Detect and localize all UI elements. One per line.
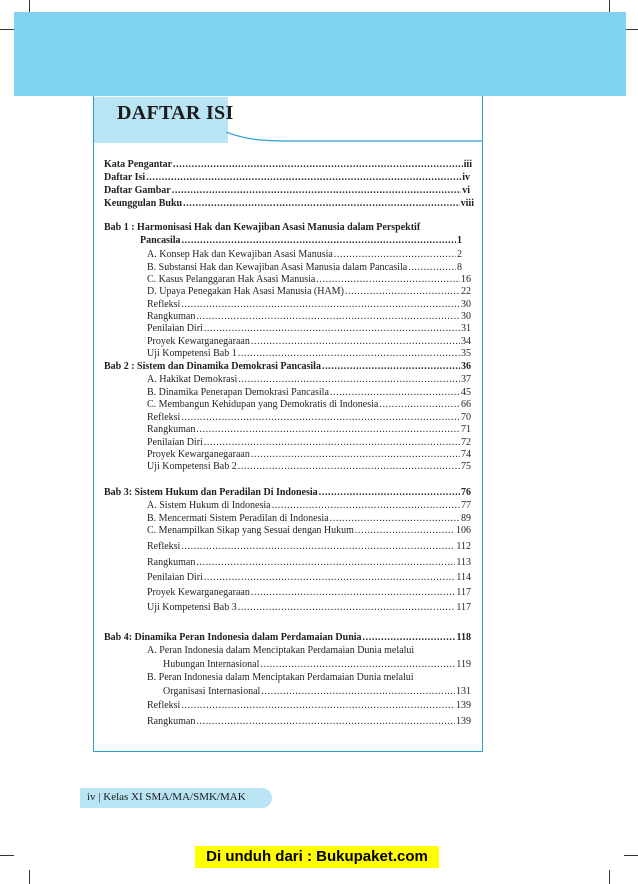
- toc-subentry[interactable]: Uji Kompetensi Bab 1 ..... 35: [147, 348, 471, 360]
- toc-subentry[interactable]: Penilaian Diri ..... 114: [147, 572, 471, 584]
- page-footer: iv | Kelas XI SMA/MA/SMK/MAK: [87, 791, 246, 803]
- toc-subentry[interactable]: B. Substansi Hak dan Kewajiban Asasi Manusia dalam Pancasila ..... 8: [147, 262, 462, 274]
- toc-subentry[interactable]: Rangkuman ..... 30: [147, 311, 471, 323]
- chapter-heading-entry[interactable]: Bab 4: Dinamika Peran Indonesia dalam Perdamaian Dunia ..... 118: [104, 632, 471, 644]
- chapter-heading: Bab 1 : Harmonisasi Hak dan Kewajiban Asasi Manusia dalam Perspektif: [104, 222, 421, 233]
- crop-mark: [624, 855, 638, 856]
- toc-subentry[interactable]: Rangkuman ..... 139: [147, 716, 471, 728]
- toc-subentry[interactable]: Penilaian Diri ..... 31: [147, 323, 471, 335]
- toc-subentry[interactable]: Refleksi ..... 30: [147, 299, 471, 311]
- toc-subentry[interactable]: Hubungan Internasional ..... 119: [163, 659, 471, 671]
- toc-subentry[interactable]: A. Konsep Hak dan Kewajiban Asasi Manusia ..... 2: [147, 249, 462, 261]
- toc-subentry[interactable]: C. Menampilkan Sikap yang Sesuai dengan Hukum ..... 106: [147, 525, 471, 537]
- toc-subentry[interactable]: Uji Kompetensi Bab 2 ..... 75: [147, 461, 471, 473]
- toc-subentry[interactable]: B. Mencermati Sistem Peradilan di Indonesia ..... 89: [147, 513, 471, 525]
- toc-entry[interactable]: Daftar Isi ..... iv: [104, 172, 470, 184]
- toc-subentry-line1: A. Peran Indonesia dalam Menciptakan Perdamaian Dunia melalui: [147, 645, 415, 656]
- chapter-heading-entry[interactable]: Bab 2 : Sistem dan Dinamika Demokrasi Pancasila ..... 36: [104, 361, 471, 373]
- toc-subentry[interactable]: Organisasi Internasional ..... 131: [163, 686, 471, 698]
- crop-mark: [0, 855, 14, 856]
- crop-mark: [0, 29, 14, 30]
- page-title: DAFTAR ISI: [117, 102, 234, 124]
- toc-subentry[interactable]: Refleksi ..... 70: [147, 412, 471, 424]
- toc-subentry-line1: B. Peran Indonesia dalam Menciptakan Perdamaian Dunia melalui: [147, 672, 414, 683]
- toc-entry[interactable]: Daftar Gambar ..... vi: [104, 185, 470, 197]
- toc-subentry[interactable]: Refleksi ..... 139: [147, 700, 471, 712]
- crop-mark: [609, 870, 610, 884]
- toc-subentry[interactable]: D. Upaya Penegakan Hak Asasi Manusia (HAM) ..... 22: [147, 286, 471, 298]
- toc-subentry[interactable]: Proyek Kewarganegaraan ..... 117: [147, 587, 471, 599]
- toc-subentry[interactable]: Rangkuman ..... 113: [147, 557, 471, 569]
- toc-entry[interactable]: Keunggulan Buku ..... viii: [104, 198, 474, 210]
- crop-mark: [29, 870, 30, 884]
- toc-subentry[interactable]: Uji Kompetensi Bab 3 ..... 117: [147, 602, 471, 614]
- toc-subentry[interactable]: Proyek Kewarganegaraan ..... 34: [147, 336, 471, 348]
- toc-subentry[interactable]: Rangkuman ..... 71: [147, 424, 471, 436]
- header-band: [14, 12, 626, 96]
- toc-subentry[interactable]: Refleksi ..... 112: [147, 541, 471, 553]
- toc-entry[interactable]: Kata Pengantar ..... iii: [104, 159, 472, 171]
- title-underline: [226, 132, 482, 142]
- toc-subentry[interactable]: A. Sistem Hukum di Indonesia ..... 77: [147, 500, 471, 512]
- chapter-heading-entry[interactable]: Bab 3: Sistem Hukum dan Peradilan Di Indonesia ..... 76: [104, 487, 471, 499]
- crop-mark: [624, 29, 638, 30]
- toc-subentry[interactable]: Proyek Kewarganegaraan ..... 74: [147, 449, 471, 461]
- toc-subentry[interactable]: C. Kasus Pelanggaran Hak Asasi Manusia ..... 16: [147, 274, 471, 286]
- toc-subentry[interactable]: B. Dinamika Penerapan Demokrasi Pancasila ..... 45: [147, 387, 471, 399]
- toc-subentry[interactable]: C. Membangun Kehidupan yang Demokratis di Indonesia ..... 66: [147, 399, 471, 411]
- download-watermark: Di unduh dari : Bukupaket.com: [195, 846, 439, 868]
- chapter-heading-entry[interactable]: Pancasila ..... 1: [140, 235, 462, 247]
- toc-subentry[interactable]: Penilaian Diri ..... 72: [147, 437, 471, 449]
- toc-subentry[interactable]: A. Hakikat Demokrasi ..... 37: [147, 374, 471, 386]
